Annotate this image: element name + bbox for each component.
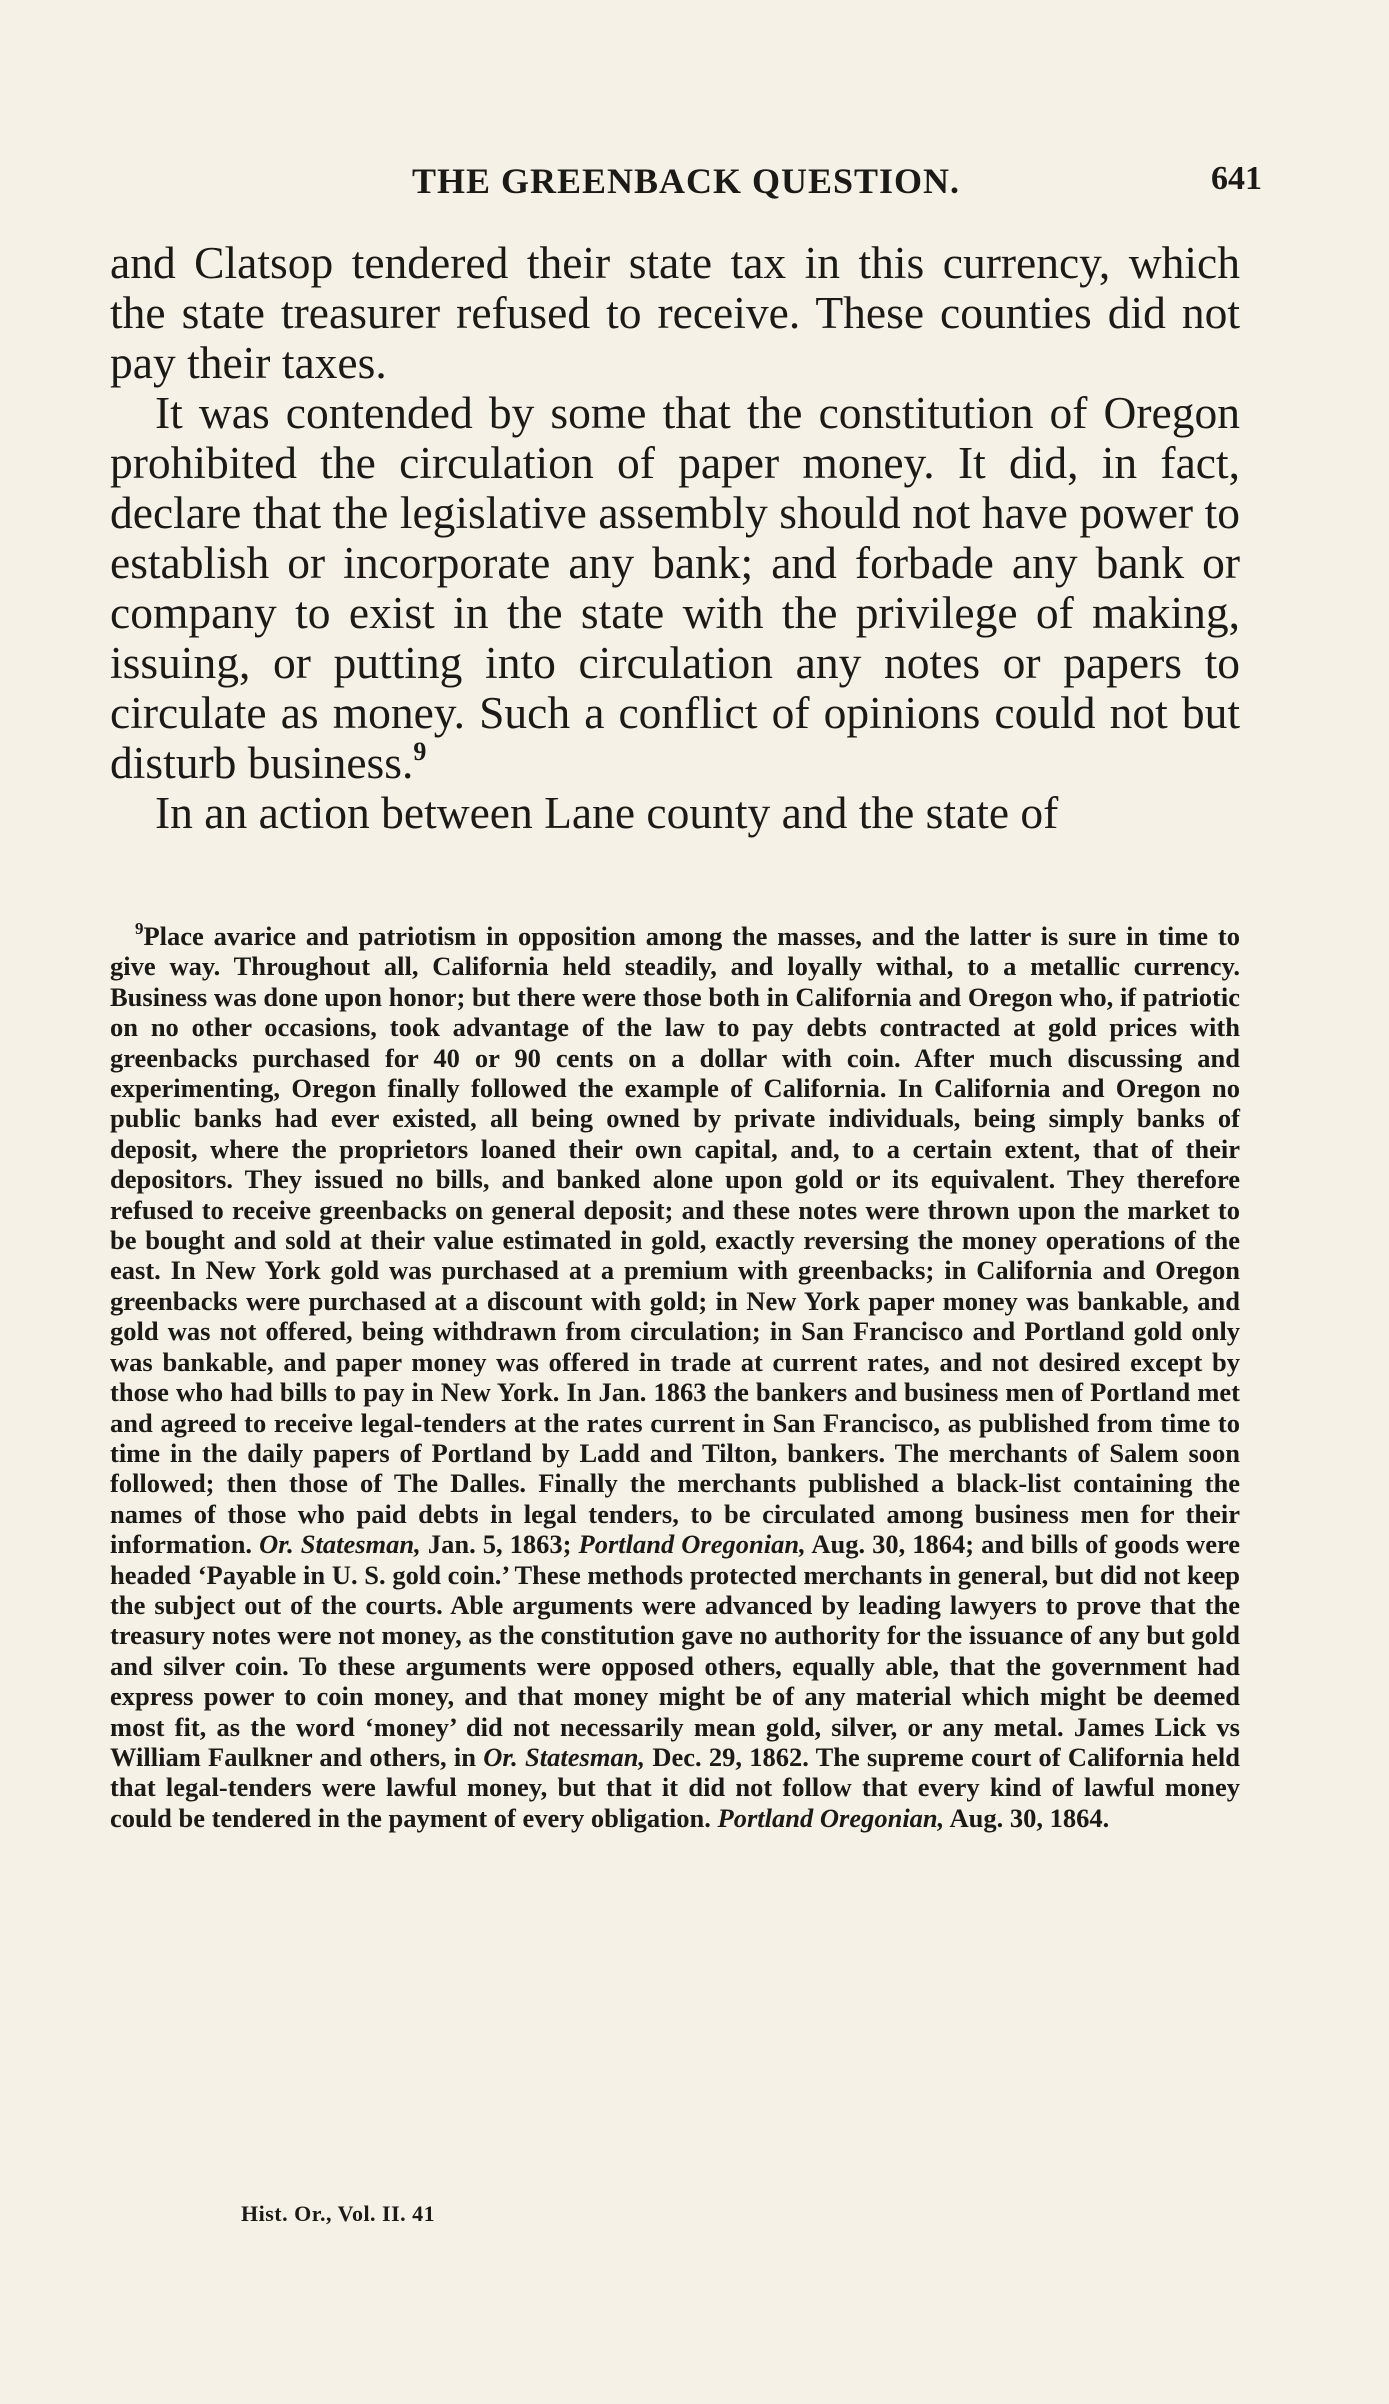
paragraph-1 xyxy=(110,238,1240,388)
footnote-text-2: Jan. 5, 1863; xyxy=(427,1529,572,1560)
footnote-text-5: Aug. 30, 1864. xyxy=(949,1802,1110,1833)
footnote-text-1: Place avarice and patriotism in opposition among the masses, and the latter is sure in time to give way. Throughout all, California held steadily, and loyally withal, to a metallic currency. Business was done upon honor; but there were those both in California and Oregon who, if patriotic on no other occasions, took advantage of the law to pay debts contracted at gold prices with greenbacks purchased for 40 or 90 cents on a dollar with coin. After much discussing and experimenting, Oregon finally followed the example of California. In California and Oregon no public banks had ever existed, all being owned by private individuals, being simply banks of deposit, where the proprietors loaned their own capital, and, to a certain extent, that of their depositors. They issued no bills, and banked alone upon gold or its equivalent. They therefore refused to receive greenbacks on general deposit; and these notes were thrown upon the market to be bought and sold at their value estimated in gold, exactly reversing the money operations of the east. In New York gold was purchased at a premium with greenbacks; in California and Oregon greenbacks were purchased at a discount with gold; in New York paper money was bankable, and gold was not offered, being withdrawn from circulation; in San Francisco and Portland gold only was bankable, and paper money was offered in trade at current rates, and not desired except by those who had bills to pay in New York. In Jan. 1863 the bankers and business men of Portland met and agreed to receive legal-tenders at the rates current in San Francisco, as published from time to time in the daily papers of Portland by Ladd and Tilton, bankers. The merchants of Salem soon followed; then those of The Dalles. Finally the merchants published a black-list containing the names of those who paid debts in legal tenders, to be circulated among business men for their information. xyxy=(110,921,1240,1560)
citation-oregonian: Portland Oregonian, xyxy=(578,1529,806,1560)
footnote-reference: 9 xyxy=(413,737,427,766)
main-text xyxy=(110,238,1240,838)
footnote xyxy=(110,921,1240,1833)
citation-oregonian-2: Portland Oregonian, xyxy=(717,1802,945,1833)
running-title: THE GREENBACK QUESTION. xyxy=(411,161,961,201)
paragraph-3 xyxy=(110,788,1240,838)
paragraph-1-text: and Clatsop tendered their state tax in this currency, which the state treasurer refused to receive. These counties did not pay their taxes. xyxy=(110,237,1240,388)
printer-signature: Hist. Or., Vol. II. 41 xyxy=(241,2201,436,2226)
citation-statesman: Or. Statesman, xyxy=(259,1529,421,1560)
paragraph-2-text: It was contended by some that the constitution of Oregon prohibited the circulation of paper money. It did, in fact, declare that the legislative assembly should not have power to establish or incorporate any bank; and forbade any bank or company to exist in the state with the privilege of making, issuing, or putting into circulation any notes or papers to circulate as money. Such a conflict of opinions could not but disturb business. xyxy=(110,387,1240,788)
running-header xyxy=(110,160,1262,210)
footnote-text-3: Aug. 30, 1864; and bills of goods were headed ‘Payable in U. S. gold coin.’ These methods protected merchants in general, but did not keep the subject out of the courts. Able arguments were advanced by leading lawyers to prove that the treasury notes were not money, as the constitution gave no authority for the issuance of any but gold and silver coin. To these arguments were opposed others, equally able, that the government had express power to coin money, and that money might be of any material which might be deemed most fit, as the word ‘money’ did not necessarily mean gold, silver, or any metal. James Lick vs William Faulkner and others, in xyxy=(110,1529,1240,1772)
footnote-marker: 9 xyxy=(135,919,144,938)
paragraph-2 xyxy=(110,388,1240,788)
citation-statesman-2: Or. Statesman, xyxy=(483,1741,646,1772)
footnote-9 xyxy=(110,921,1240,1833)
page-number: 641 xyxy=(1211,160,1262,197)
footnote-text-4: Dec. 29, 1862. The supreme court of California held that legal-tenders were lawful money, but that it did not follow that every kind of lawful money could be tendered in the payment of every obligation. xyxy=(110,1741,1240,1833)
paragraph-3-text: In an action between Lane county and the state of xyxy=(155,787,1059,838)
